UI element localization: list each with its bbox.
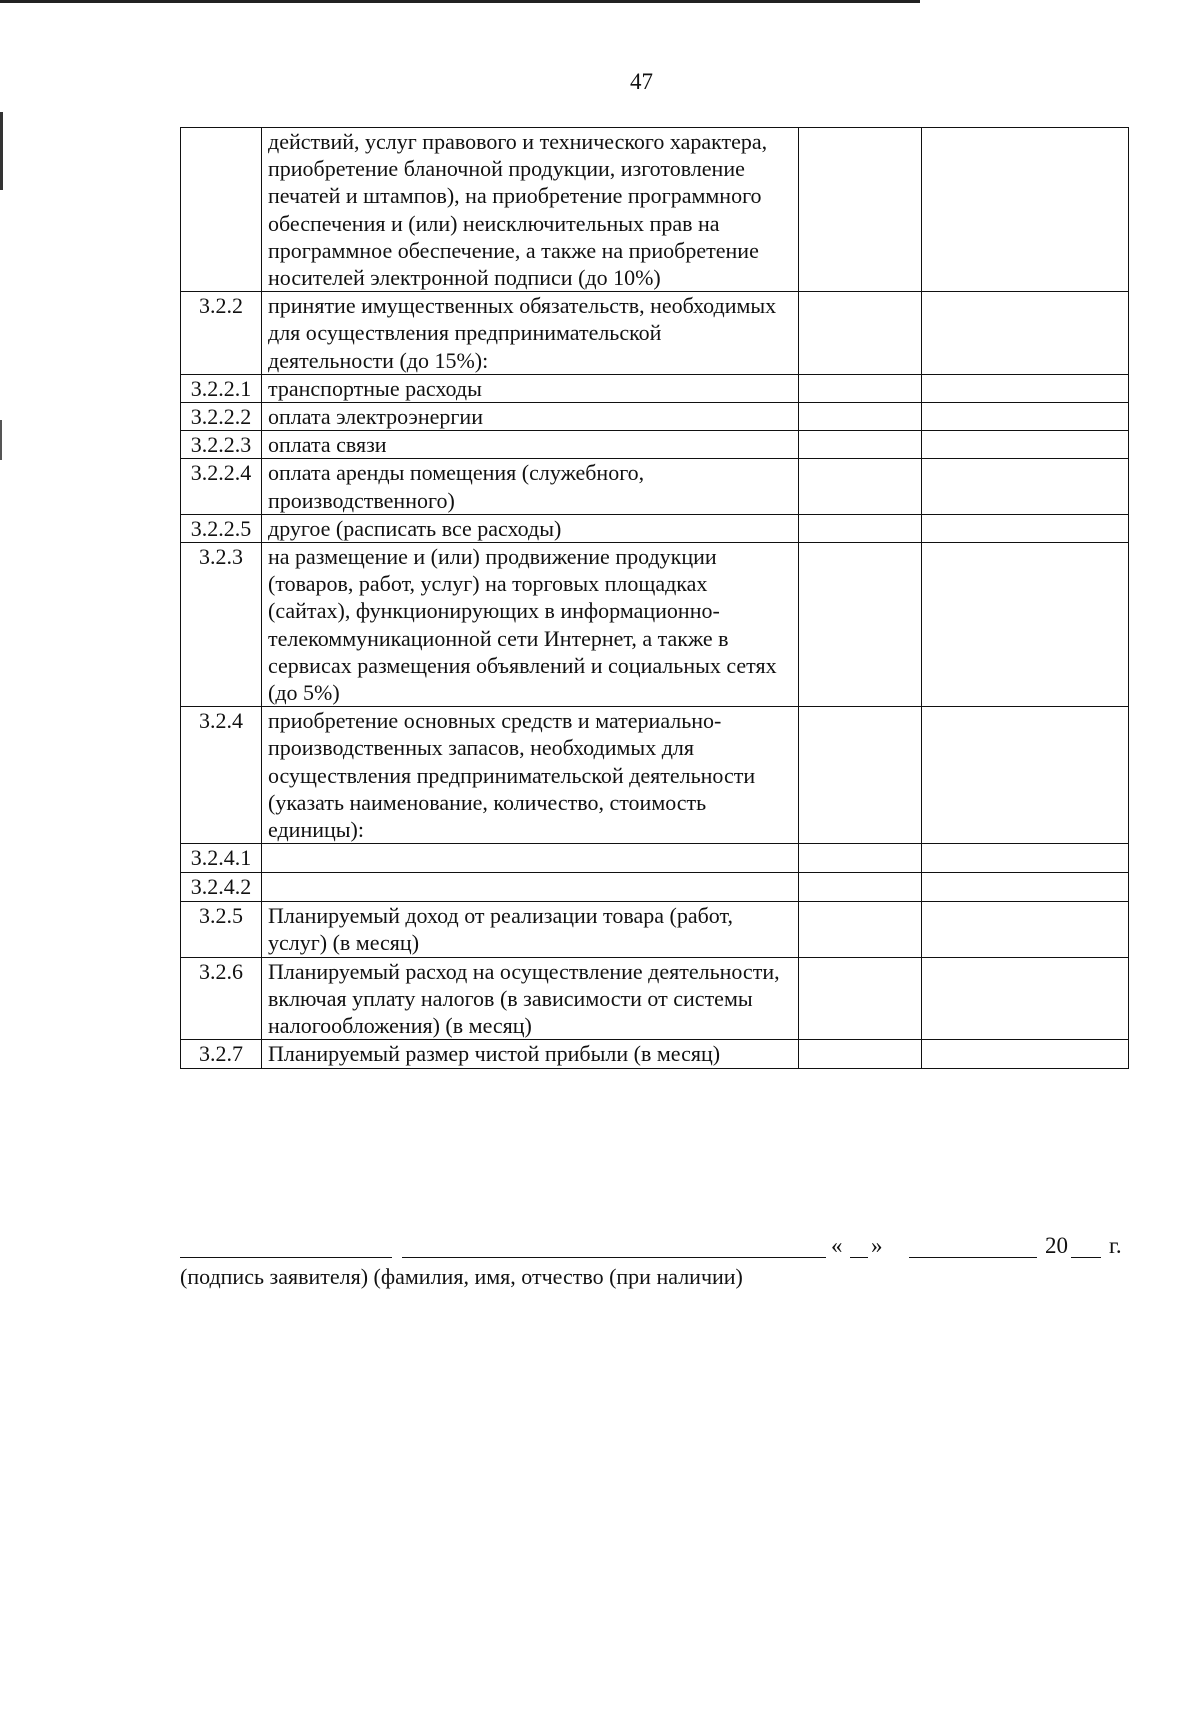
scan-edge	[0, 0, 920, 3]
signature-line[interactable]	[180, 1257, 392, 1258]
amount-cell[interactable]	[922, 543, 1129, 707]
row-description: оплата электроэнергии	[262, 403, 799, 431]
amount-cell[interactable]	[922, 1040, 1129, 1068]
row-description: на размещение и (или) продвижение продукции (товаров, работ, услуг) на торговых площадках (сайтах), функционирующих в информационно-телекоммуникационной сети Интернет, а также в сервисах размещения объявлений и социальных сетях (до 5%)	[262, 543, 799, 707]
amount-cell[interactable]	[799, 957, 922, 1040]
row-description: транспортные расходы	[262, 374, 799, 402]
row-number: 3.2.4.2	[181, 873, 262, 902]
amount-cell[interactable]	[799, 403, 922, 431]
year-prefix: 20	[1045, 1233, 1068, 1258]
page-number: 47	[630, 69, 653, 94]
table-row	[181, 844, 1129, 873]
row-number: 3.2.5	[181, 902, 262, 957]
year-line[interactable]	[1071, 1257, 1101, 1258]
row-description: оплата аренды помещения (служебного, производственного)	[262, 459, 799, 514]
scan-edge	[0, 112, 3, 190]
table-row	[181, 514, 1129, 542]
table-row	[181, 128, 1129, 292]
amount-cell[interactable]	[922, 844, 1129, 873]
amount-cell[interactable]	[922, 374, 1129, 402]
table-row	[181, 873, 1129, 902]
amount-cell[interactable]	[799, 292, 922, 375]
amount-cell[interactable]	[922, 292, 1129, 375]
amount-cell[interactable]	[922, 403, 1129, 431]
amount-cell[interactable]	[922, 902, 1129, 957]
table-row	[181, 431, 1129, 459]
row-number: 3.2.2	[181, 292, 262, 375]
table-row	[181, 1040, 1129, 1068]
amount-cell[interactable]	[799, 707, 922, 844]
amount-cell[interactable]	[799, 374, 922, 402]
amount-cell[interactable]	[799, 514, 922, 542]
amount-cell[interactable]	[799, 431, 922, 459]
table-row	[181, 459, 1129, 514]
full-name-line[interactable]	[402, 1257, 826, 1258]
row-description: оплата связи	[262, 431, 799, 459]
amount-cell[interactable]	[799, 128, 922, 292]
row-description[interactable]	[262, 844, 799, 873]
table-row	[181, 707, 1129, 844]
table-row	[181, 403, 1129, 431]
amount-cell[interactable]	[799, 543, 922, 707]
table-row	[181, 902, 1129, 957]
table-row	[181, 374, 1129, 402]
amount-cell[interactable]	[799, 459, 922, 514]
row-description: Планируемый размер чистой прибыли (в месяц)	[262, 1040, 799, 1068]
row-number: 3.2.2.4	[181, 459, 262, 514]
row-description[interactable]	[262, 873, 799, 902]
amount-cell[interactable]	[922, 459, 1129, 514]
table-row	[181, 543, 1129, 707]
row-description: принятие имущественных обязательств, необходимых для осуществления предпринимательской деятельности (до 15%):	[262, 292, 799, 375]
scan-edge	[0, 420, 2, 460]
row-number: 3.2.4	[181, 707, 262, 844]
row-number	[181, 128, 262, 292]
date-quote-open: «	[831, 1233, 843, 1258]
row-number: 3.2.7	[181, 1040, 262, 1068]
row-description: Планируемый расход на осуществление деятельности, включая уплату налогов (в зависимости от системы налогообложения) (в месяц)	[262, 957, 799, 1040]
month-line[interactable]	[909, 1257, 1037, 1258]
amount-cell[interactable]	[799, 902, 922, 957]
amount-cell[interactable]	[922, 431, 1129, 459]
row-number: 3.2.4.1	[181, 844, 262, 873]
row-number: 3.2.2.1	[181, 374, 262, 402]
row-description: приобретение основных средств и материально-производственных запасов, необходимых для осуществления предпринимательской деятельности (указать наименование, количество, стоимость единицы):	[262, 707, 799, 844]
row-number: 3.2.3	[181, 543, 262, 707]
amount-cell[interactable]	[922, 957, 1129, 1040]
year-suffix: г.	[1109, 1233, 1122, 1258]
date-quote-close: »	[871, 1233, 883, 1258]
row-number: 3.2.6	[181, 957, 262, 1040]
row-description: Планируемый доход от реализации товара (работ, услуг) (в месяц)	[262, 902, 799, 957]
amount-cell[interactable]	[922, 707, 1129, 844]
amount-cell[interactable]	[799, 844, 922, 873]
amount-cell[interactable]	[799, 873, 922, 902]
table-row	[181, 957, 1129, 1040]
amount-cell[interactable]	[922, 514, 1129, 542]
signature-caption: (подпись заявителя) (фамилия, имя, отчество (при наличии)	[180, 1264, 743, 1289]
row-description: другое (расписать все расходы)	[262, 514, 799, 542]
amount-cell[interactable]	[799, 1040, 922, 1068]
row-number: 3.2.2.5	[181, 514, 262, 542]
row-number: 3.2.2.3	[181, 431, 262, 459]
row-number: 3.2.2.2	[181, 403, 262, 431]
table-row	[181, 292, 1129, 375]
row-description: действий, услуг правового и технического характера, приобретение бланочной продукции, изготовление печатей и штампов), на приобретение программного обеспечения и (или) неисключительных прав на программное обеспечение, а также на приобретение носителей электронной подписи (до 10%)	[262, 128, 799, 292]
amount-cell[interactable]	[922, 873, 1129, 902]
amount-cell[interactable]	[922, 128, 1129, 292]
day-line[interactable]	[850, 1257, 868, 1258]
expense-table	[180, 127, 1129, 1069]
